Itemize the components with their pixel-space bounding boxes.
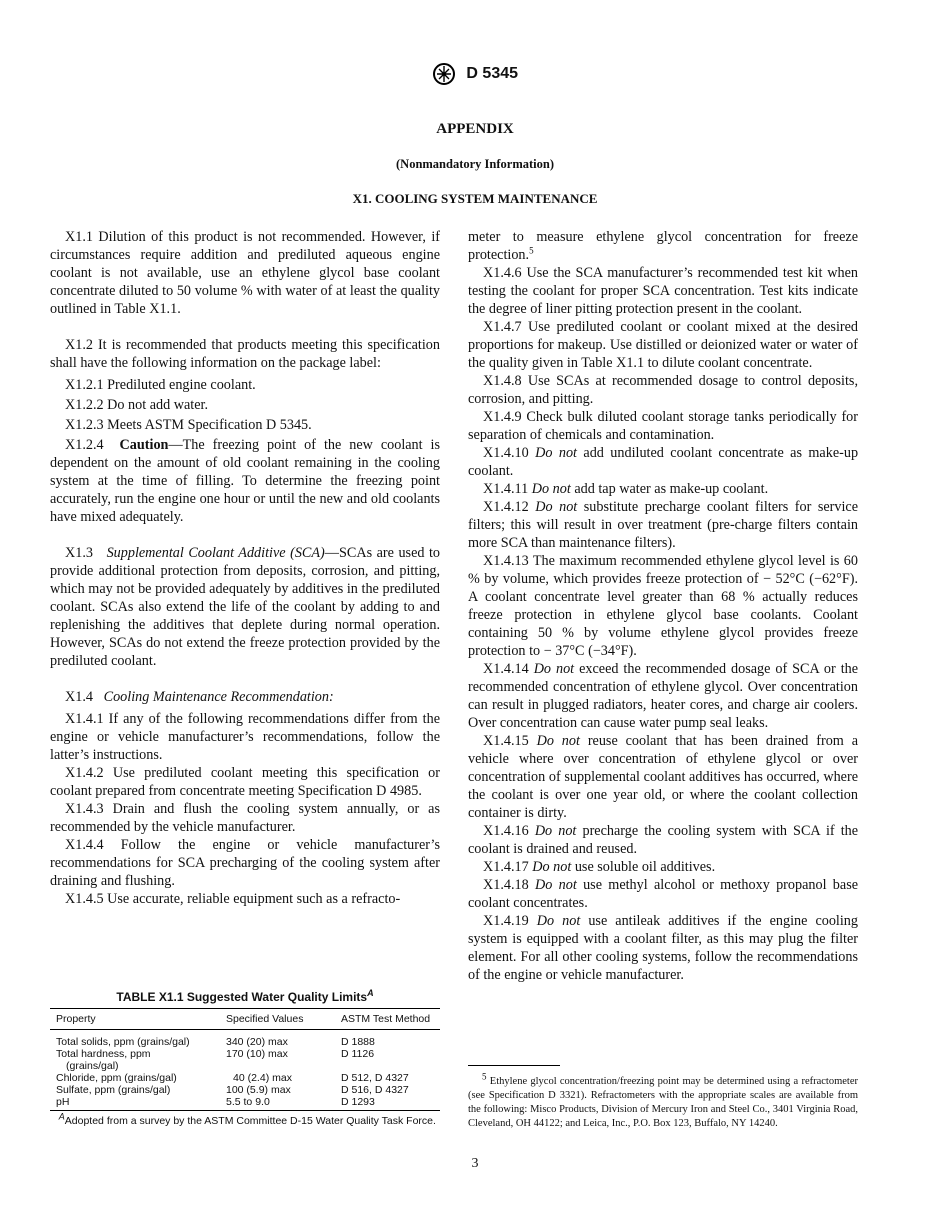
caution-label: Caution [119, 437, 169, 453]
paragraph-x1-4-6: X1.4.6 Use the SCA manufacturer’s recommended test kit when testing the coolant for proper SCA concentration. Test kits indicate the degree of liner pitting protection present in the coolant. [468, 265, 858, 317]
table-header-values: Specified Values [226, 1013, 304, 1025]
paragraph-x1-4-15: X1.4.15 Do not reuse coolant that has been drained from a vehicle where over concentration of ethylene glycol or over concentration of supplemental coolant additives has occurred, where the coolant is over one year old, or where the coolant collection container is dirty. [468, 733, 859, 821]
paragraph-x1-4-7: X1.4.7 Use prediluted coolant or coolant mixed at the desired proportions for makeup. Use distilled or deionized water or water of the quality given in Table X1.1 to dilute coolant concentrate. [468, 319, 858, 371]
paragraph-x1-4-4: X1.4.4 Follow the engine or vehicle manufacturer’s recommendations for SCA precharging of the cooling system after draining and flushing. [50, 837, 440, 889]
table-row: pH 5.5 to 9.0 D 1293 [56, 1096, 375, 1108]
paragraph-x1-4-2: X1.4.2 Use prediluted coolant meeting this specification or coolant prepared from concentrate meeting Specification D 4985. [50, 765, 440, 799]
table-row: Chloride, ppm (grains/gal) 40 (2.4) max D 512, D 4327 [56, 1072, 409, 1084]
paragraph-x1-4: X1.4 Cooling Maintenance Recommendation: [65, 689, 334, 705]
paragraph-x1-2-3: X1.2.3 Meets ASTM Specification D 5345. [65, 417, 312, 433]
table-row: (grains/gal) [66, 1060, 119, 1072]
section-title: X1. COOLING SYSTEM MAINTENANCE [352, 191, 598, 206]
paragraph-x1-4-11: X1.4.11 Do not add tap water as make-up coolant. [483, 481, 769, 497]
water-quality-table [50, 990, 440, 1127]
paragraph-x1-4-16: X1.4.16 Do not precharge the cooling system with SCA if the coolant is drained and reused. [468, 823, 859, 857]
paragraph-x1-2-2: X1.2.2 Do not add water. [65, 397, 209, 413]
table-footnote: $^A$Adopted from a survey by the ASTM Committee D-15 Water Quality Task Force. [58, 1111, 436, 1127]
paragraph-x1-4-1: X1.4.1 If any of the following recommendations differ from the engine or vehicle manufacturer’s recommendations, follow the latter’s instructions. [50, 711, 440, 763]
table-row: Sulfate, ppm (grains/gal) 100 (5.9) max D 516, D 4327 [56, 1084, 409, 1096]
paragraph-x1-2-1: X1.2.1 Prediluted engine coolant. [65, 377, 256, 393]
paragraph-x1-4-3: X1.4.3 Drain and flush the cooling system annually, or as recommended by the vehicle manufacturer. [50, 801, 440, 835]
paragraph-x1-2: X1.2 It is recommended that products meeting this specification shall have the following information on the package label: [50, 337, 440, 371]
designation: D 5345 [466, 65, 519, 83]
paragraph-x1-3: X1.3 Supplemental Coolant Additive (SCA)—SCAs are used to provide additional protection from deposits, corrosion, and pitting, which may not be provided adequately by additives in the prediluted coolant. SCAs also extend the life of the coolant by adding to and replenishing the additives that deplete during normal operation. However, SCAs do not extend the freeze protection provided by the prediluted coolant. [50, 545, 441, 669]
paragraph-x1-4-9: X1.4.9 Check bulk diluted coolant storage tanks periodically for separation of chemicals and contamination. [468, 409, 858, 443]
appendix-subtitle: (Nonmandatory Information) [396, 157, 554, 171]
paragraph-x1-2-4: X1.2.4 Caution—The freezing point of the new coolant is dependent on the amount of old coolant remaining in the cooling system at the time of filling. To determine the freezing point accurately, run the engine one hour or until the new and old coolants have mixed adequately. [50, 437, 441, 525]
table [50, 1008, 440, 1111]
right-column [468, 228, 858, 984]
paragraph-x1-4-14: X1.4.14 Do not exceed the recommended dosage of SCA or the recommended concentration of ethylene glycol. Over concentration can result in plugged radiators, heater cores, and charge air coolers. Over concentration can cause water pump seal leaks. [468, 661, 859, 731]
table-header-method: ASTM Test Method [341, 1013, 431, 1025]
footnote-ref: 5 [529, 245, 534, 256]
table-header-property: Property [56, 1013, 96, 1025]
paragraph-x1-4-19: X1.4.19 Do not use antileak additives if the engine cooling system is equipped with a coolant filter, as this may plug the filter element. For all other cooling systems, follow the recommendations of the engine or vehicle manufacturer. [468, 913, 858, 983]
table-row: Total solids, ppm (grains/gal) 340 (20) max D 1888 [56, 1036, 375, 1048]
table-row: Total hardness, ppm 170 (10) max D 1126 [56, 1048, 375, 1060]
page-number: 3 [471, 1156, 479, 1171]
appendix-title: APPENDIX [436, 121, 514, 137]
paragraph-x1-4-17: X1.4.17 Do not use soluble oil additives. [483, 859, 716, 875]
paragraph-x1-4-10: X1.4.10 Do not add undiluted coolant concentrate as make-up coolant. [468, 445, 859, 479]
footnote: $^5$ Ethylene glycol concentration/freezing point may be determined using a refractometer (see Specification D 3321). Refractometers with the appropriate scales are available from the following: Misco Products, Division of Mercury Iron and Steel Co., 3401 Virginia Road, Cleveland, OH 44122; and Leica, Inc., P.O. Box 123, Buffalo, NY 14240. [468, 1071, 858, 1129]
paragraph-x1-4-12: X1.4.12 Do not substitute precharge coolant filters for service filters; this will result in over treatment (pre-charge filters contain more SCA than maintenance filters). [468, 499, 859, 551]
paragraph-x1-4-18: X1.4.18 Do not use methyl alcohol or methoxy propanol base coolant concentrates. [468, 877, 859, 911]
paragraph-x1-4-5: X1.4.5 Use accurate, reliable equipment such as a refracto- [65, 891, 401, 907]
paragraph-x1-1: X1.1 Dilution of this product is not recommended. However, if circumstances require addition and prediluted aqueous engine coolant is not available, use an ethylene glycol base coolant concentrate diluted to 50 volume % with water of at least the quality outlined in Table X1.1. [50, 229, 440, 317]
footnote-divider [468, 1065, 560, 1066]
paragraph-x1-4-8: X1.4.8 Use SCAs at recommended dosage to control deposits, corrosion, and pitting. [468, 373, 858, 407]
paragraph-x1-4-5-cont: meter to measure ethylene glycol concentration for freeze protection.$^5$ [468, 229, 858, 263]
page-header [0, 62, 950, 86]
left-column [50, 228, 440, 908]
table-title: TABLE X1.1 Suggested Water Quality Limits$^A$ [116, 988, 374, 1004]
paragraph-x1-4-13: X1.4.13 The maximum recommended ethylene glycol level is 60 % by volume, which provides freeze protection of − 52°C (−62°F). A coolant concentrate level greater than 68 % actually reduces freeze protection in ethylene glycol base coolants. Coolant containing 50 % by volume ethylene glycol provides freeze protection to − 37°C (−34°F). [468, 553, 858, 659]
astm-logo-icon [432, 62, 456, 86]
